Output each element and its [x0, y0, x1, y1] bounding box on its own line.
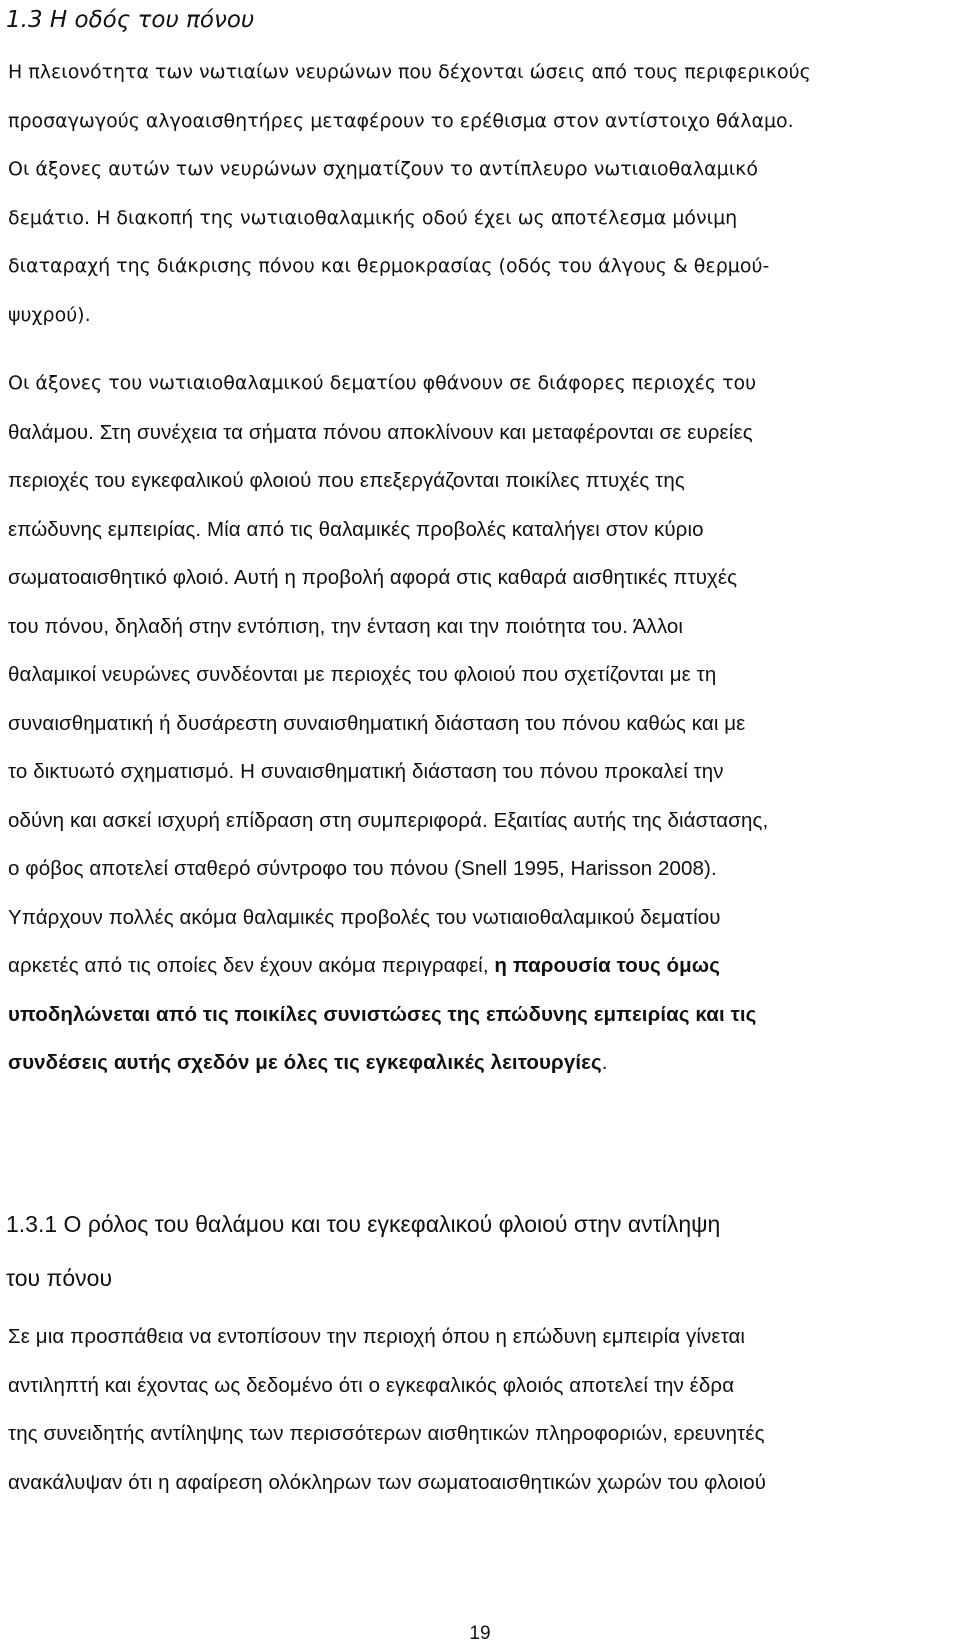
paragraph-line: Υπάρχουν πολλές ακόμα θαλαμικές προβολές του νωτιαιοθαλαμικού δεματίου [8, 906, 721, 929]
paragraph-line: οδύνη και ασκεί ισχυρή επίδραση στη συμπεριφορά. Εξαιτίας αυτής της διάστασης, [8, 809, 769, 832]
paragraph-line: Οι άξονες αυτών των νευρώνων σχηματίζουν το αντίπλευρο νωτιαιοθαλαμικό [8, 158, 758, 180]
paragraph-line [8, 1049, 608, 1077]
paragraph-line: το δικτυωτό σχηματισμό. Η συναισθηματική διάσταση του πόνου προκαλεί την [8, 760, 724, 783]
section-title: 1.3 Η οδός του πόνου [6, 7, 255, 33]
paragraph-line: περιοχές του εγκεφαλικού φλοιού που επεξεργάζονται ποικίλες πτυχές της [8, 469, 685, 492]
subsection-title-line: του πόνου [6, 1265, 113, 1291]
paragraph-line: της συνειδητής αντίληψης των περισσότερων αισθητικών πληροφοριών, ερευνητές [8, 1422, 765, 1445]
paragraph-line: ψυχρού). [8, 304, 91, 326]
subsection-title-line: 1.3.1 Ο ρόλος του θαλάμου και του εγκεφαλικού φλοιού στην αντίληψη [6, 1211, 721, 1237]
paragraph-line: θαλαμικοί νευρώνες συνδέονται με περιοχές του φλοιού που σχετίζονται με τη [8, 663, 717, 686]
paragraph-line: προσαγωγούς αλγοαισθητήρες μεταφέρουν το ερέθισμα στον αντίστοιχο θάλαμο. [8, 110, 794, 132]
paragraph-line: σωματοαισθητικό φλοιό. Αυτή η προβολή αφορά στις καθαρά αισθητικές πτυχές [8, 566, 738, 589]
plain-text: . [601, 1051, 608, 1074]
bold-text: συνδέσεις αυτής σχεδόν με όλες τις εγκεφαλικές λειτουργίες [8, 1051, 602, 1074]
paragraph-line: επώδυνης εμπειρίας. Μία από τις θαλαμικές προβολές καταλήγει στον κύριο [8, 518, 704, 541]
paragraph-line: Οι άξονες του νωτιαιοθαλαμικού δεματίου φθάνουν σε διάφορες περιοχές του [8, 372, 757, 394]
paragraph-line: του πόνου, δηλαδή στην εντόπιση, την ένταση και την ποιότητα του. Άλλοι [8, 615, 684, 638]
paragraph-line: ο φόβος αποτελεί σταθερό σύντροφο του πόνου (Snell 1995, Harisson 2008). [8, 857, 717, 880]
paragraph-line: διαταραχή της διάκρισης πόνου και θερμοκρασίας (οδός του άλγους & θερμού- [8, 255, 770, 277]
paragraph-line: συναισθηματική ή δυσάρεστη συναισθηματική διάσταση του πόνου καθώς και με [8, 712, 746, 735]
bold-text: η παρουσία τους όμως [494, 954, 720, 977]
paragraph-line: θαλάμου. Στη συνέχεια τα σήματα πόνου αποκλίνουν και μεταφέρονται σε ευρείες [8, 421, 753, 444]
page-number: 19 [469, 1623, 491, 1644]
paragraph-line: Σε μια προσπάθεια να εντοπίσουν την περιοχή όπου η επώδυνη εμπειρία γίνεται [8, 1325, 746, 1348]
plain-text: αρκετές από τις οποίες δεν έχουν ακόμα περιγραφεί, [8, 954, 495, 977]
paragraph-line: ανακάλυψαν ότι η αφαίρεση ολόκληρων των σωματοαισθητικών χωρών του φλοιού [8, 1471, 767, 1494]
paragraph-line: αντιληπτή και έχοντας ως δεδομένο ότι ο εγκεφαλικός φλοιός αποτελεί την έδρα [8, 1374, 735, 1397]
paragraph-line-bold: υποδηλώνεται από τις ποικίλες συνιστώσες της επώδυνης εμπειρίας και τις [8, 1003, 757, 1026]
paragraph-line: δεμάτιο. Η διακοπή της νωτιαιοθαλαμικής οδού έχει ως αποτέλεσμα μόνιμη [8, 207, 738, 229]
paragraph-line [8, 952, 720, 980]
paragraph-line: Η πλειονότητα των νωτιαίων νευρώνων που δέχονται ώσεις από τους περιφερικούς [8, 61, 811, 83]
